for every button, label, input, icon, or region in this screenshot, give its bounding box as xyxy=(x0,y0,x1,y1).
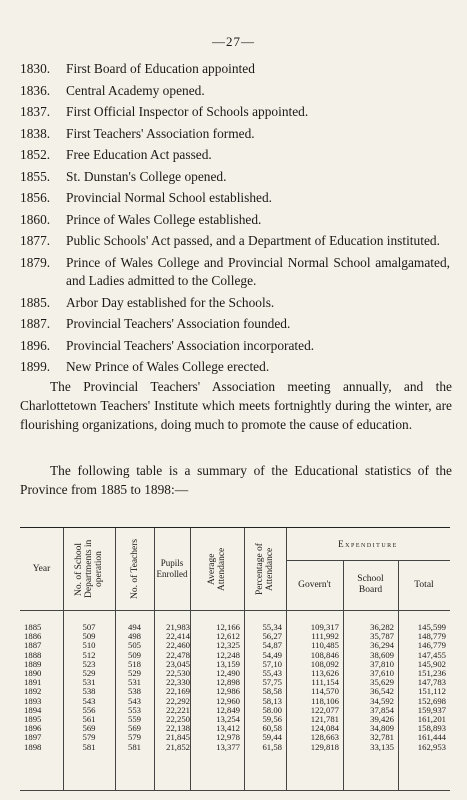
table-cell: 22,138 xyxy=(166,723,190,734)
table-cell: 162,953 xyxy=(417,741,446,752)
table-cell: 59,44 xyxy=(262,732,282,743)
table-cell: 13,377 xyxy=(216,741,240,752)
table-cell: 579 xyxy=(127,732,142,743)
table-cell: 146,779 xyxy=(417,640,446,651)
chronology-item xyxy=(20,103,450,122)
associations-paragraph: The Provincial Teachers' Association meeting annually, and the Charlottetown Teachers' Institute which meets fortnightly during the winter, are flourishing organizations, doing much to promote the cause of education. xyxy=(20,379,452,432)
table-cell: 579 xyxy=(82,732,96,743)
chronology-item xyxy=(20,358,450,377)
table-cell: 22,478 xyxy=(166,649,190,660)
header-departments-cell xyxy=(63,530,115,608)
table-cell: 37,610 xyxy=(370,668,394,679)
table-cell: 12,490 xyxy=(216,668,240,679)
table-cell: 21,852 xyxy=(166,741,190,752)
table-intro-paragraph: The following table is a summary of the Educational statistics of the Province from 1885 to 1898:— xyxy=(20,463,452,497)
chronology-text: First Board of Education appointed xyxy=(66,61,255,76)
table-cell: 36,282 xyxy=(370,622,394,632)
header-government: Govern't xyxy=(298,579,331,590)
chronology-text: First Official Inspector of Schools appointed. xyxy=(66,104,309,119)
header-pupils: Pupils Enrolled xyxy=(156,558,188,579)
chronology-year: 1837. xyxy=(20,104,51,119)
table-cell: 21,983 xyxy=(166,622,190,632)
chronology-year: 1885. xyxy=(20,294,51,310)
chronology-year: 1899. xyxy=(20,359,51,374)
table-cell: 37,810 xyxy=(370,658,394,669)
chronology-item xyxy=(20,125,450,144)
chronology-year: 1852. xyxy=(20,147,51,162)
column-pupils xyxy=(154,623,190,752)
table-cell: 145,599 xyxy=(417,622,446,632)
table-cell: 22,414 xyxy=(166,631,190,642)
table-cell: 61,58 xyxy=(262,741,282,752)
table-cell: 12,960 xyxy=(216,695,240,706)
table-cell: 58,58 xyxy=(262,686,282,697)
table-cell: 151,112 xyxy=(418,686,446,697)
table-cell: 34,809 xyxy=(370,723,394,734)
table-cell: 161,201 xyxy=(417,714,446,725)
page-number: —27— xyxy=(212,34,255,49)
table-cell: 12,898 xyxy=(216,677,240,688)
table-cell: 12,986 xyxy=(216,686,240,697)
table-cell: 54,49 xyxy=(262,649,282,660)
table-cell: 22,330 xyxy=(166,677,190,688)
chronology-item xyxy=(20,337,450,356)
column-total xyxy=(398,623,446,752)
table-cell: 1897 xyxy=(24,732,42,743)
table-cell: 569 xyxy=(127,723,142,734)
table-cell: 118,106 xyxy=(311,695,339,706)
table-cell: 556 xyxy=(82,704,96,715)
header-percentage-cell xyxy=(244,530,286,608)
chronology-text: Public Schools' Act passed, and a Department of Education instituted. xyxy=(66,233,440,248)
table-cell: 128,663 xyxy=(310,732,339,743)
table-cell: 509 xyxy=(82,631,96,642)
table-cell: 109,317 xyxy=(310,622,339,632)
chronology-year: 1836. xyxy=(20,82,51,98)
table-cell: 148,779 xyxy=(417,631,446,642)
table-cell: 158,893 xyxy=(417,723,446,734)
header-teachers-cell xyxy=(115,530,154,608)
table-cell: 512 xyxy=(82,649,96,660)
chronology-text: First Teachers' Association formed. xyxy=(66,125,255,141)
table-cell: 54,87 xyxy=(262,640,282,651)
table-cell: 1885 xyxy=(24,622,42,632)
chronology-year: 1879. xyxy=(20,254,51,270)
table-cell: 538 xyxy=(82,686,96,697)
table-cell: 1892 xyxy=(24,686,42,697)
column-school-board xyxy=(343,623,394,752)
table-cell: 145,902 xyxy=(417,658,446,669)
table-cell: 22,221 xyxy=(166,704,190,715)
column-teachers xyxy=(115,623,154,752)
header-expenditure: Expenditure xyxy=(338,538,398,549)
table-cell: 22,530 xyxy=(166,668,190,679)
table-cell: 1889 xyxy=(24,658,42,669)
chronology-text: New Prince of Wales College erected. xyxy=(66,359,270,374)
table-cell: 108,846 xyxy=(310,649,339,660)
table-cell: 35,787 xyxy=(370,631,394,642)
statistics-table xyxy=(20,527,450,791)
table-cell: 111,154 xyxy=(311,677,339,688)
table-cell: 1894 xyxy=(24,704,42,715)
table-cell: 13,254 xyxy=(216,714,240,725)
table-cell: 34,592 xyxy=(370,695,394,706)
table-cell: 13,159 xyxy=(216,658,240,669)
table-cell: 22,169 xyxy=(166,686,190,697)
table-cell: 569 xyxy=(82,723,96,734)
chronology-year: 1855. xyxy=(20,168,51,184)
table-cell: 38,609 xyxy=(370,649,394,660)
table-cell: 55,34 xyxy=(262,622,282,632)
table-cell: 36,542 xyxy=(370,686,394,697)
table-cell: 12,978 xyxy=(216,732,240,743)
table-cell: 152,698 xyxy=(417,695,446,706)
table-cell: 108,092 xyxy=(310,658,339,669)
table-cell: 1886 xyxy=(24,631,42,642)
table-cell: 22,250 xyxy=(166,714,190,725)
table-cell: 147,783 xyxy=(417,677,446,688)
table-cell: 113,626 xyxy=(311,668,339,679)
chronology-text: Provincial Teachers' Association incorporated. xyxy=(66,337,315,353)
table-cell: 122,077 xyxy=(310,704,339,715)
table-cell: 553 xyxy=(127,704,142,715)
table-cell: 1888 xyxy=(24,649,42,660)
header-attendance: Average Attendance xyxy=(207,547,227,591)
table-cell: 161,444 xyxy=(417,732,446,743)
chronology-item xyxy=(20,254,450,291)
chronology-text: Prince of Wales College established. xyxy=(66,211,262,227)
header-school-board: School Board xyxy=(357,574,384,595)
chronology-year: 1856. xyxy=(20,190,51,205)
table-cell: 21,845 xyxy=(166,732,190,743)
chronology-year: 1860. xyxy=(20,211,51,227)
header-departments: No. of School Departments in operation xyxy=(74,539,104,599)
table-cell: 12,248 xyxy=(216,649,240,660)
chronology-text: Arbor Day established for the Schools. xyxy=(66,294,275,310)
chronology-item xyxy=(20,168,450,187)
table-cell: 58,13 xyxy=(262,695,282,706)
table-cell: 57,10 xyxy=(262,658,282,669)
table-cell: 129,818 xyxy=(310,741,339,752)
table-cell: 510 xyxy=(82,640,96,651)
chronology-year: 1887. xyxy=(20,316,51,331)
table-cell: 57,75 xyxy=(262,677,282,688)
header-total: Total xyxy=(414,579,434,590)
table-cell: 561 xyxy=(82,714,96,725)
table-cell: 529 xyxy=(127,668,142,679)
table-cell: 12,849 xyxy=(216,704,240,715)
table-cell: 1898 xyxy=(24,741,42,752)
table-cell: 147,455 xyxy=(417,649,446,660)
table-cell: 581 xyxy=(127,741,142,752)
column-government xyxy=(286,623,339,752)
chronology-text: Provincial Normal School established. xyxy=(66,190,273,205)
column-percentage xyxy=(244,623,282,752)
table-cell: 13,412 xyxy=(216,723,240,734)
table-cell: 60,58 xyxy=(262,723,282,734)
table-cell: 58.00 xyxy=(262,704,282,715)
chronology-year: 1877. xyxy=(20,233,51,248)
table-cell: 22,292 xyxy=(166,695,190,706)
table-cell: 581 xyxy=(82,741,96,752)
table-cell: 159,937 xyxy=(417,704,446,715)
chronology-item xyxy=(20,294,450,313)
chronology-year: 1830. xyxy=(20,61,51,76)
chronology-item xyxy=(20,315,450,334)
table-cell: 1893 xyxy=(24,695,42,706)
table-cell: 59,56 xyxy=(262,714,282,725)
table-cell: 523 xyxy=(82,658,96,669)
table-cell: 37,854 xyxy=(370,704,394,715)
column-attendance xyxy=(190,623,240,752)
chronology-text: Prince of Wales College and Provincial Normal School amalgamated, and Ladies admitted to the College. xyxy=(66,254,450,288)
table-cell: 1896 xyxy=(24,723,42,734)
chronology-text: Central Academy opened. xyxy=(66,82,205,98)
table-cell: 507 xyxy=(82,622,96,632)
table-cell: 1890 xyxy=(24,668,42,679)
header-rule xyxy=(20,610,450,611)
table-cell: 36,294 xyxy=(370,640,394,651)
table-cell: 110,485 xyxy=(311,640,339,651)
chronology-item xyxy=(20,82,450,101)
table-cell: 56,27 xyxy=(262,631,282,642)
table-cell: 505 xyxy=(127,640,142,651)
chronology-item xyxy=(20,232,450,251)
chronology-item xyxy=(20,60,450,79)
table-cell: 151,236 xyxy=(417,668,446,679)
header-teachers: No. of Teachers xyxy=(129,538,140,600)
chronology-text: St. Dunstan's College opened. xyxy=(66,168,227,184)
chronology-item xyxy=(20,189,450,208)
header-percentage: Percentage of Attendance xyxy=(255,543,275,595)
table-cell: 543 xyxy=(127,695,142,706)
table-cell: 538 xyxy=(127,686,142,697)
table-cell: 494 xyxy=(127,622,142,632)
table-cell: 531 xyxy=(127,677,142,688)
table-cell: 124,084 xyxy=(310,723,339,734)
header-year: Year xyxy=(32,563,51,574)
table-cell: 32,781 xyxy=(370,732,394,743)
table-cell: 55,43 xyxy=(262,668,282,679)
table-cell: 121,781 xyxy=(310,714,339,725)
table-cell: 23,045 xyxy=(166,658,190,669)
table-cell: 529 xyxy=(82,668,96,679)
table-cell: 114,570 xyxy=(311,686,339,697)
chronology-year: 1838. xyxy=(20,125,51,141)
table-cell: 12,325 xyxy=(216,640,240,651)
table-cell: 531 xyxy=(82,677,96,688)
chronology-text: Free Education Act passed. xyxy=(66,147,212,162)
table-cell: 12,612 xyxy=(216,631,240,642)
chronology-text: Provincial Teachers' Association founded. xyxy=(66,316,291,331)
table-cell: 33,135 xyxy=(370,741,394,752)
table-cell: 22,460 xyxy=(166,640,190,651)
table-cell: 1895 xyxy=(24,714,42,725)
table-cell: 39,426 xyxy=(370,714,394,725)
column-departments xyxy=(63,623,115,752)
table-cell: 498 xyxy=(127,631,142,642)
chronology-item xyxy=(20,146,450,165)
table-cell: 12,166 xyxy=(216,622,240,632)
chronology-year: 1896. xyxy=(20,337,51,353)
table-cell: 543 xyxy=(82,695,96,706)
table-cell: 559 xyxy=(127,714,142,725)
table-cell: 35,629 xyxy=(370,677,394,688)
table-cell: 1891 xyxy=(24,677,42,688)
table-cell: 1887 xyxy=(24,640,42,651)
header-attendance-cell xyxy=(190,530,244,608)
chronology-list xyxy=(20,60,450,380)
chronology-item xyxy=(20,211,450,230)
table-cell: 111,992 xyxy=(311,631,339,642)
column-year xyxy=(24,623,60,752)
table-cell: 518 xyxy=(127,658,142,669)
table-cell: 509 xyxy=(127,649,142,660)
